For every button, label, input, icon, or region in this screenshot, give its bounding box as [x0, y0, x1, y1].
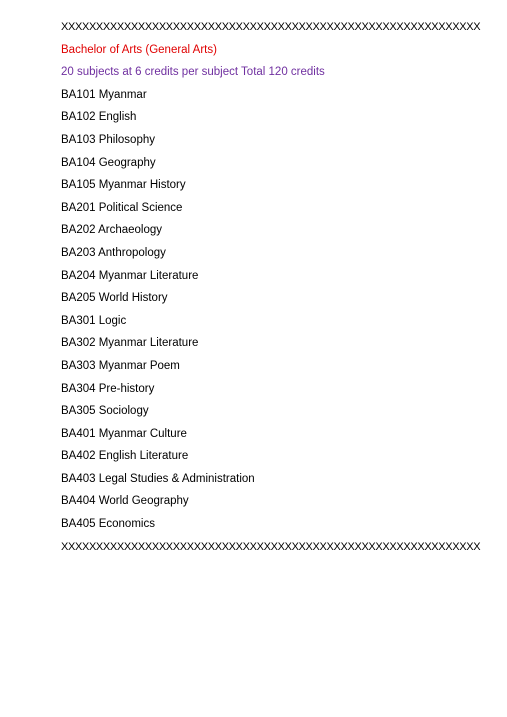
- divider-bottom: XXXXXXXXXXXXXXXXXXXXXXXXXXXXXXXXXXXXXXXXXXXXXXXXXXXXXXXXXXXX: [61, 540, 481, 553]
- subject-item: BA104 Geography: [61, 156, 156, 169]
- subject-item: BA204 Myanmar Literature: [61, 269, 199, 282]
- subject-item: BA304 Pre-history: [61, 382, 155, 395]
- subject-item: BA403 Legal Studies & Administration: [61, 472, 255, 485]
- document-page: [61, 20, 481, 562]
- subject-item: BA105 Myanmar History: [61, 179, 186, 192]
- subject-item: BA301 Logic: [61, 314, 127, 327]
- subject-item: BA103 Philosophy: [61, 133, 155, 146]
- subject-item: BA405 Economics: [61, 518, 155, 531]
- subject-item: BA203 Anthropology: [61, 246, 166, 259]
- subject-item: BA302 Myanmar Literature: [61, 337, 199, 350]
- subject-item: BA303 Myanmar Poem: [61, 359, 180, 372]
- subject-list: [61, 88, 481, 531]
- subject-item: BA402 English Literature: [61, 450, 189, 463]
- subject-item: BA401 Myanmar Culture: [61, 427, 187, 440]
- subject-item: BA201 Political Science: [61, 201, 183, 214]
- subject-item: BA202 Archaeology: [61, 224, 163, 237]
- subject-item: BA205 World History: [61, 292, 168, 305]
- subject-item: BA102 English: [61, 111, 137, 124]
- subject-item: BA404 World Geography: [61, 495, 189, 508]
- divider-top: XXXXXXXXXXXXXXXXXXXXXXXXXXXXXXXXXXXXXXXXXXXXXXXXXXXXXXXXXXXX: [61, 21, 481, 33]
- program-subtitle: 20 subjects at 6 credits per subject Total 120 credits: [61, 66, 325, 79]
- subject-item: BA101 Myanmar: [61, 88, 147, 101]
- subject-item: BA305 Sociology: [61, 405, 149, 418]
- program-title: Bachelor of Arts (General Arts): [61, 43, 217, 56]
